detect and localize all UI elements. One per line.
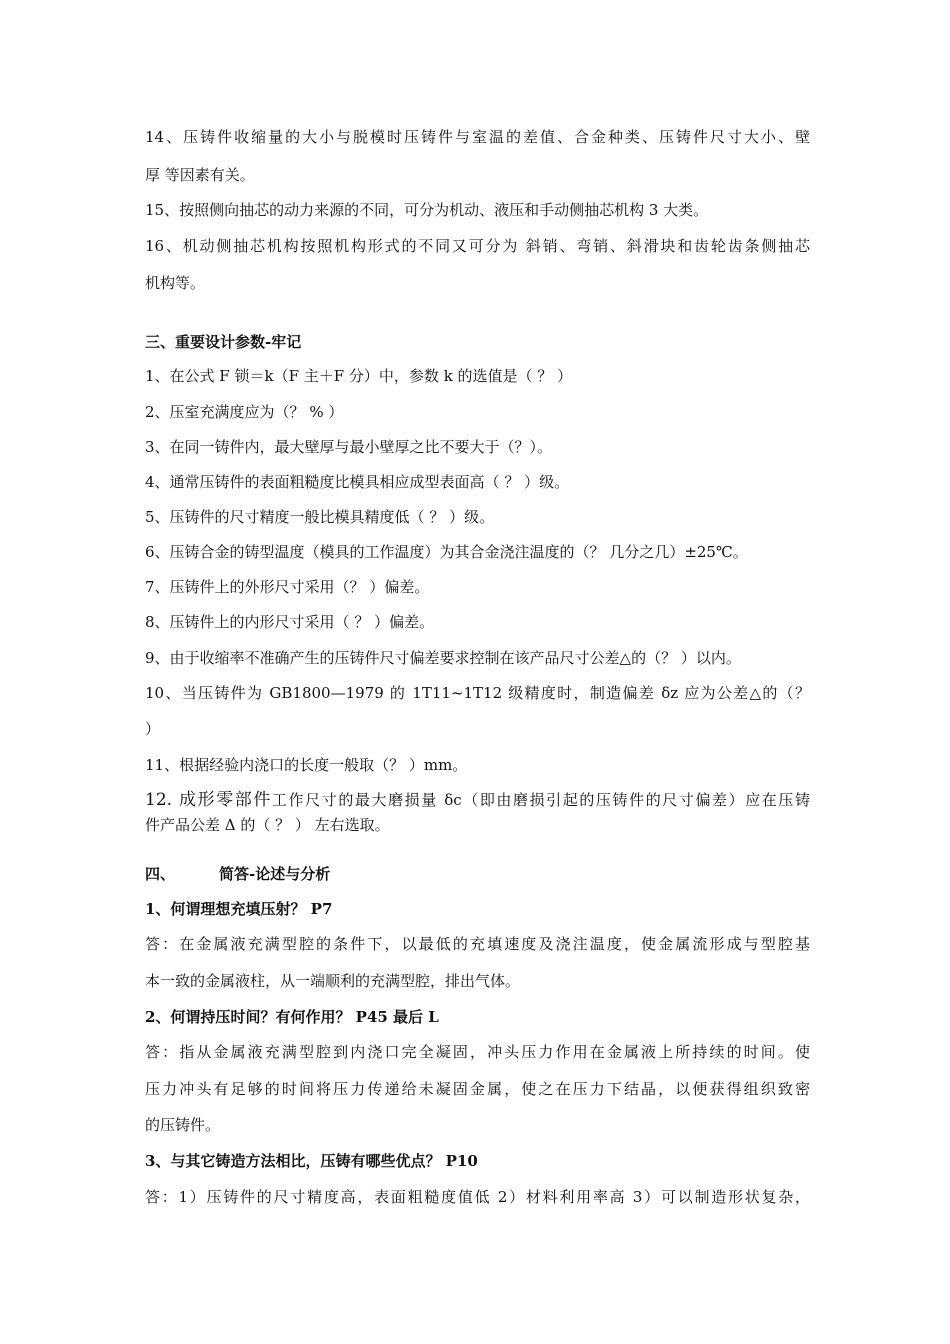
answer-3-line-1: 答：1）压铸件的尺寸精度高，表面粗糙度值低 2）材料利用率高 3）可以制造形状复杂， bbox=[145, 1188, 810, 1206]
param-item-10-line-1: 10、当压铸件为 GB1800—1979 的 1T11~1T12 级精度时，制造偏差 δz 应为公差△的（？ bbox=[145, 684, 810, 702]
param-item-5: 5、压铸件的尺寸精度一般比模具精度低（ ？ ）级。 bbox=[145, 508, 495, 526]
param-item-3: 3、在同一铸件内，最大壁厚与最小壁厚之比不要大于（？）。 bbox=[145, 438, 553, 456]
question-2: 2、何谓持压时间？有何作用？ P45 最后 L bbox=[145, 1008, 439, 1026]
answer-2-line-2: 压力冲头有足够的时间将压力传递给未凝固金属，使之在压力下结晶，以便获得组织致密 bbox=[145, 1080, 810, 1098]
param-item-7: 7、压铸件上的外形尺寸采用（？ ）偏差。 bbox=[145, 578, 430, 596]
param-item-12-line-1 bbox=[145, 790, 810, 810]
param-item-12-line-2: 件产品公差 Δ 的（ ？ ） 左右选取。 bbox=[145, 816, 390, 834]
param-item-12-rest: 工作尺寸的最大磨损量 δc（即由磨损引起的压铸件的尺寸偏差）应在压铸 bbox=[271, 791, 810, 809]
item-14-line-2: 厚 等因素有关。 bbox=[145, 166, 255, 184]
answer-2-line-1: 答：指从金属液充满型腔到内浇口完全凝固，冲头压力作用在金属液上所持续的时间。使 bbox=[145, 1043, 810, 1061]
item-16-line-2: 机构等。 bbox=[145, 274, 206, 292]
param-item-12-prefix: 12. 成形零部件 bbox=[145, 790, 272, 810]
param-item-1: 1、在公式 F 锁＝k（F 主＋F 分）中，参数 k 的选值是（ ？ ） bbox=[145, 367, 573, 385]
param-item-8: 8、压铸件上的内形尺寸采用（ ？ ）偏差。 bbox=[145, 613, 435, 631]
section-4-heading bbox=[145, 864, 810, 884]
param-item-4: 4、通常压铸件的表面粗糙度比模具相应成型表面高（ ？ ）级。 bbox=[145, 473, 570, 491]
answer-1-line-2: 本一致的金属液柱，从一端顺利的充满型腔，排出气体。 bbox=[145, 972, 521, 990]
item-15: 15、按照侧向抽芯的动力来源的不同，可分为机动、液压和手动侧抽芯机构 3 大类。 bbox=[145, 201, 709, 219]
section-3-heading: 三、重要设计参数-牢记 bbox=[145, 333, 302, 351]
question-3: 3、与其它铸造方法相比，压铸有哪些优点？ P10 bbox=[145, 1152, 478, 1170]
question-1: 1、何谓理想充填压射？ P7 bbox=[145, 900, 333, 918]
param-item-9: 9、由于收缩率不准确产生的压铸件尺寸偏差要求控制在该产品尺寸公差△的（？ ）以内。 bbox=[145, 649, 741, 667]
item-16-line-1: 16、机动侧抽芯机构按照机构形式的不同又可分为 斜销、弯销、斜滑块和齿轮齿条侧抽芯 bbox=[145, 237, 810, 255]
item-14-line-1: 14、压铸件收缩量的大小与脱模时压铸件与室温的差值、合金种类、压铸件尺寸大小、壁 bbox=[145, 128, 810, 146]
section-4-title: 简答-论述与分析 bbox=[219, 865, 331, 883]
section-4-number: 四、 bbox=[145, 865, 176, 883]
answer-2-line-3: 的压铸件。 bbox=[145, 1116, 221, 1134]
param-item-11: 11、根据经验内浇口的长度一般取（？ ）mm。 bbox=[145, 756, 468, 774]
answer-1-line-1: 答：在金属液充满型腔的条件下，以最低的充填速度及浇注温度，使金属流形成与型腔基 bbox=[145, 935, 810, 953]
param-item-10-line-2: ） bbox=[145, 720, 161, 738]
param-item-2: 2、压室充满度应为（？ % ） bbox=[145, 403, 344, 421]
param-item-6: 6、压铸合金的铸型温度（模具的工作温度）为其合金浇注温度的（？ 几分之几）±25℃。 bbox=[145, 543, 748, 561]
